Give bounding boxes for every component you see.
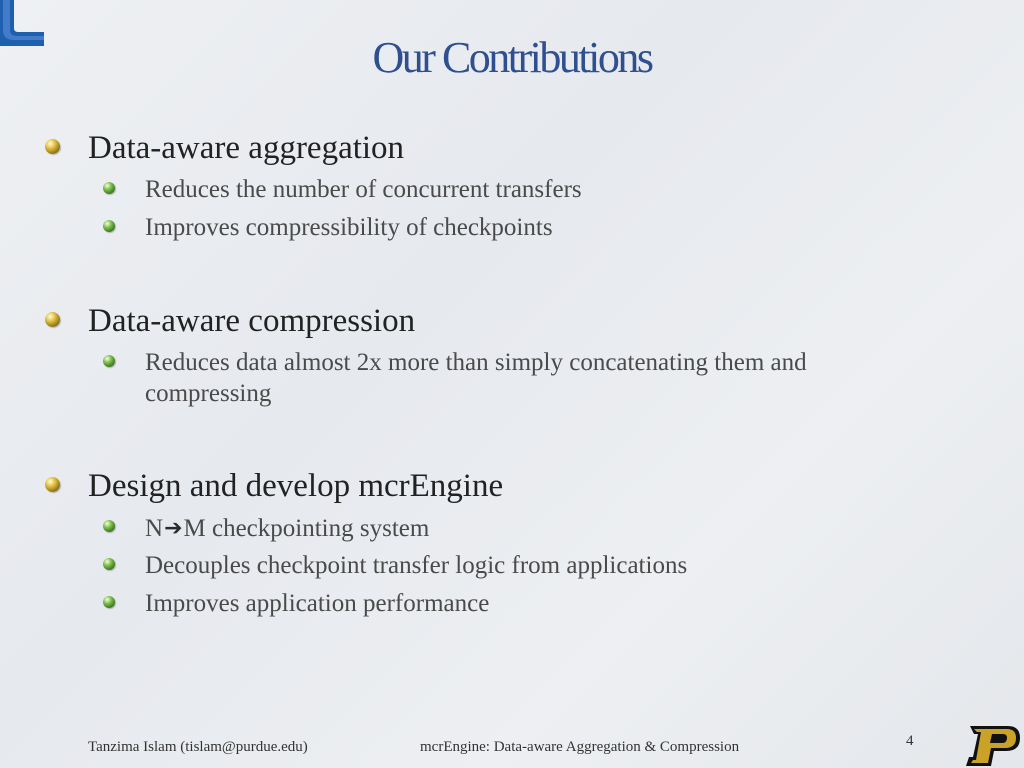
- footer-author: Tanzima Islam (tislam@purdue.edu): [88, 739, 308, 755]
- purdue-logo-icon: [964, 724, 1022, 768]
- slide: Our Contributions Data-aware aggregation Reduces the number of concurrent transfers Improves compressibility of checkpoints Data-aware compression Reduces data almost 2x more than simply concatenating them and compressing Design and develop mcrEngine N➔M checkpointing system Decouples checkpoint transfer logic from applications Improves application performance Tanzima Islam (tislam@purdue.edu) mcrEngine: Data-aware Aggregation & Compression 4: [0, 0, 1024, 768]
- footer-title: mcrEngine: Data-aware Aggregation & Compression: [420, 739, 740, 755]
- right-arrow-icon: ➔: [164, 515, 183, 540]
- green-bullet-icon: [103, 596, 115, 608]
- green-bullet-icon: [103, 558, 115, 570]
- green-bullet-icon: [103, 220, 115, 232]
- gold-bullet-icon: [45, 477, 60, 492]
- green-bullet-icon: [103, 520, 115, 532]
- green-bullet-icon: [103, 355, 115, 367]
- slide-title: Our Contributions: [372, 33, 652, 82]
- gold-bullet-icon: [45, 139, 60, 154]
- page-number: 4: [906, 733, 914, 749]
- gold-bullet-icon: [45, 312, 60, 327]
- green-bullet-icon: [103, 182, 115, 194]
